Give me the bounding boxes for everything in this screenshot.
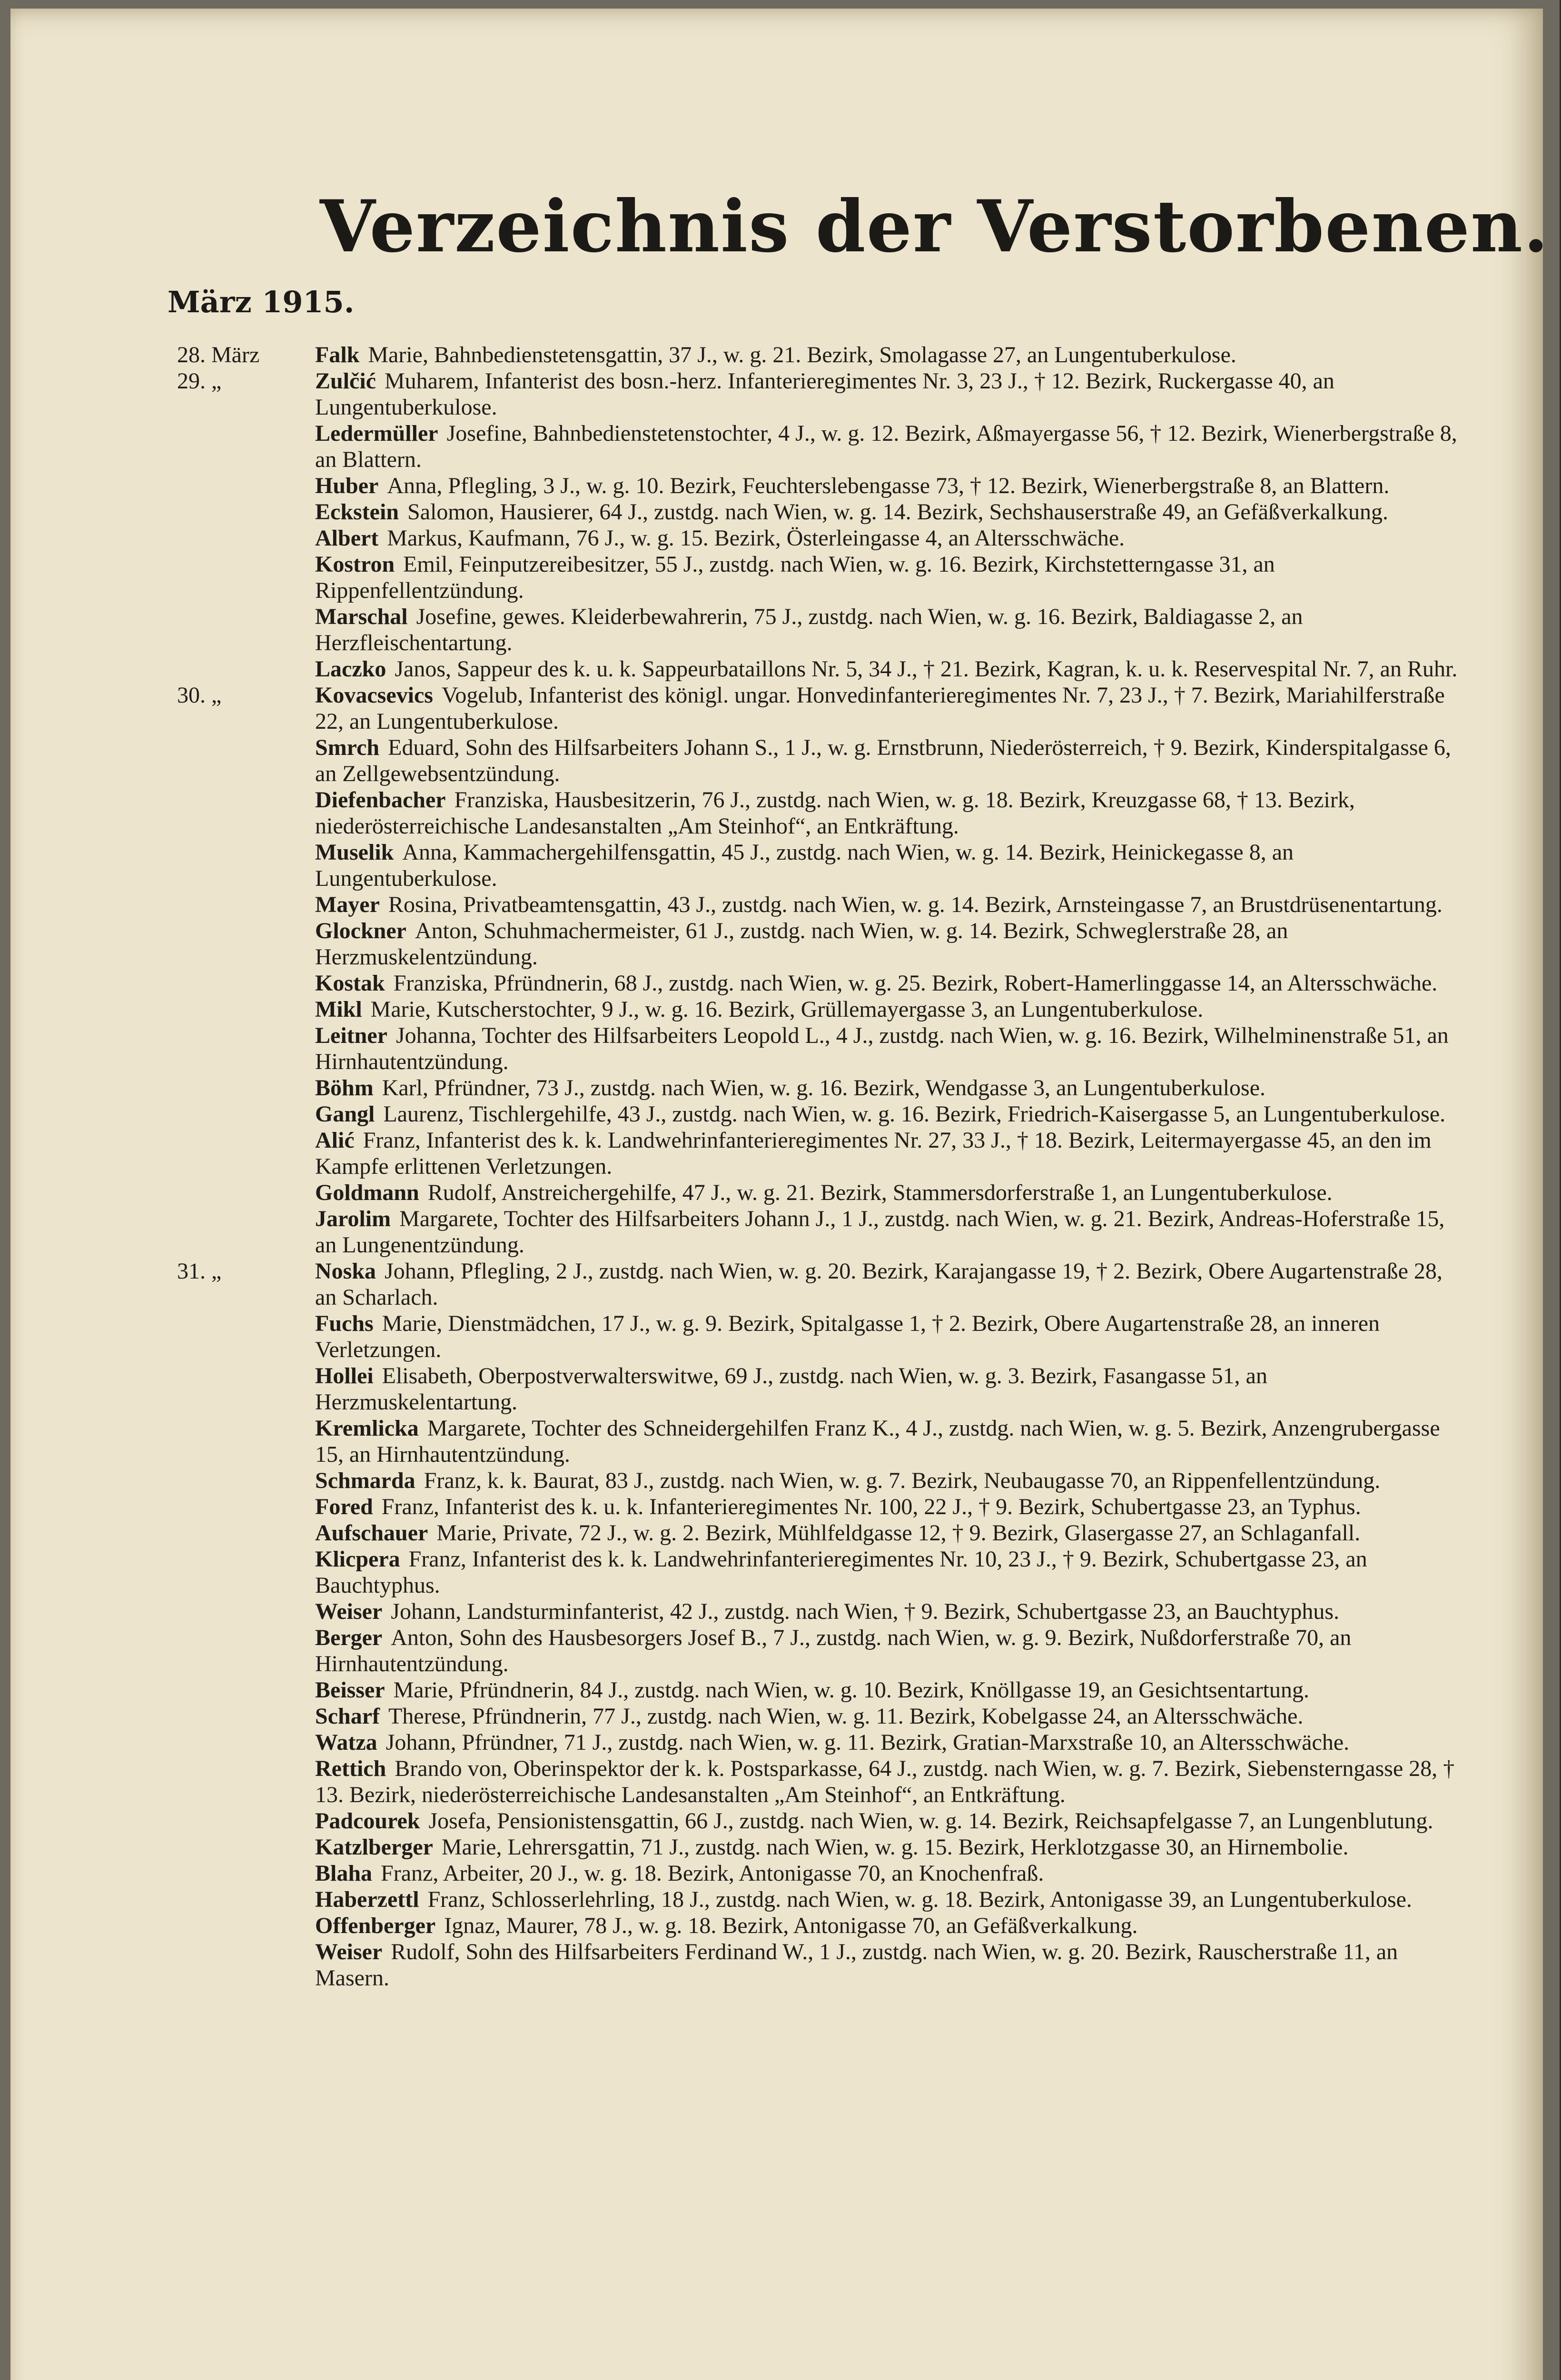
entry-surname: Kostron bbox=[315, 552, 395, 577]
entry-surname: Blaha bbox=[315, 1861, 373, 1886]
register-entry bbox=[163, 1022, 1467, 1075]
entry-surname: Diefenbacher bbox=[315, 787, 446, 813]
register-entry bbox=[163, 368, 1467, 420]
entry-surname: Leitner bbox=[315, 1023, 387, 1048]
entry-surname: Ledermüller bbox=[315, 421, 438, 446]
entry-surname: Scharf bbox=[315, 1704, 380, 1729]
register-entry bbox=[163, 1913, 1467, 1939]
entry-details: Josefine, gewes. Kleiderbewahrerin, 75 J., zustdg. nach Wien, w. g. 16. Bezirk, Baldiagasse 2, an Herzfleischentartung. bbox=[315, 604, 1303, 655]
month-heading: März 1915. bbox=[168, 285, 355, 319]
register-entry bbox=[163, 473, 1467, 499]
entry-surname: Glockner bbox=[315, 918, 406, 943]
entry-surname: Haberzettl bbox=[315, 1887, 419, 1912]
entry-details: Franz, Infanterist des k. k. Landwehrinfanterieregimentes Nr. 27, 33 J., † 18. Bezirk, Leitermayergasse 45, an den im Kampfe erlittenen Verletzungen. bbox=[315, 1128, 1432, 1179]
entry-surname: Laczko bbox=[315, 656, 386, 682]
entry-surname: Noska bbox=[315, 1259, 376, 1284]
entry-surname: Schmarda bbox=[315, 1468, 415, 1493]
register-entry bbox=[163, 1755, 1467, 1808]
entry-surname: Jarolim bbox=[315, 1206, 391, 1231]
entry-surname: Falk bbox=[315, 342, 360, 367]
entry-details: Franziska, Hausbesitzerin, 76 J., zustdg. nach Wien, w. g. 18. Bezirk, Kreuzgasse 68, † 13. Bezirk, niederösterreichische Landesanstalten „Am Steinhof“, an Entkräftung. bbox=[315, 787, 1355, 839]
entry-surname: Kovacsevics bbox=[315, 683, 433, 708]
register-entry bbox=[163, 1520, 1467, 1546]
entry-details: Therese, Pfründnerin, 77 J., zustdg. nach Wien, w. g. 11. Bezirk, Kobelgasse 24, an Altersschwäche. bbox=[388, 1704, 1304, 1729]
register-entry bbox=[163, 1625, 1467, 1677]
register-entry bbox=[163, 499, 1467, 525]
entry-details: Marie, Pfründnerin, 84 J., zustdg. nach Wien, w. g. 10. Bezirk, Knöllgasse 19, an Gesichtsentartung. bbox=[393, 1677, 1309, 1703]
entry-surname: Albert bbox=[315, 526, 379, 551]
entry-surname: Weiser bbox=[315, 1599, 383, 1624]
entry-details: Ignaz, Maurer, 78 J., w. g. 18. Bezirk, Antonigasse 70, an Gefäßverkalkung. bbox=[444, 1913, 1138, 1938]
entry-surname: Offenberger bbox=[315, 1913, 436, 1938]
register-entry bbox=[163, 996, 1467, 1022]
entry-details: Josefa, Pensionistensgattin, 66 J., zustdg. nach Wien, w. g. 14. Bezirk, Reichsapfelgasse 7, an Lungenblutung. bbox=[428, 1808, 1433, 1834]
entry-surname: Fored bbox=[315, 1494, 373, 1519]
register-entry bbox=[163, 525, 1467, 551]
entry-details: Brando von, Oberinspektor der k. k. Postsparkasse, 64 J., zustdg. nach Wien, w. g. 7. Bezirk, Siebensterngasse 28, † 13. Bezirk, niederösterreichische Landesanstalten „Am Steinhof“, an Entkräftung. bbox=[315, 1756, 1455, 1807]
entry-details: Rosina, Privatbeamtensgattin, 43 J., zustdg. nach Wien, w. g. 14. Bezirk, Arnsteingasse 7, an Brustdrüsenentartung. bbox=[388, 892, 1442, 917]
entry-details: Laurenz, Tischlergehilfe, 43 J., zustdg. nach Wien, w. g. 16. Bezirk, Friedrich-Kaisergasse 5, an Lungentuberkulose. bbox=[383, 1101, 1446, 1127]
entry-details: Elisabeth, Oberpostverwalterswitwe, 69 J., zustdg. nach Wien, w. g. 3. Bezirk, Fasangasse 51, an Herzmuskelentartung. bbox=[315, 1363, 1267, 1415]
entry-details: Salomon, Hausierer, 64 J., zustdg. nach Wien, w. g. 14. Bezirk, Sechshauserstraße 49, an Gefäßverkalkung. bbox=[407, 499, 1388, 525]
entry-details: Markus, Kaufmann, 76 J., w. g. 15. Bezirk, Österleingasse 4, an Altersschwäche. bbox=[387, 526, 1125, 551]
entry-details: Franz, Infanterist des k. u. k. Infanterieregimentes Nr. 100, 22 J., † 9. Bezirk, Schubertgasse 23, an Typhus. bbox=[381, 1494, 1361, 1519]
entry-details: Rudolf, Anstreichergehilfe, 47 J., w. g. 21. Bezirk, Stammersdorferstraße 1, an Lungentuberkulose. bbox=[427, 1180, 1333, 1205]
entry-details: Franziska, Pfründnerin, 68 J., zustdg. nach Wien, w. g. 25. Bezirk, Robert-Hamerlinggasse 14, an Altersschwäche. bbox=[393, 971, 1438, 996]
entry-surname: Böhm bbox=[315, 1075, 374, 1101]
entry-surname: Watza bbox=[315, 1730, 377, 1755]
register-entry bbox=[163, 342, 1467, 368]
entry-details: Muharem, Infanterist des bosn.-herz. Infanterieregimentes Nr. 3, 23 J., † 12. Bezirk, Ruckergasse 40, an Lungentuberkulose. bbox=[315, 368, 1334, 420]
entry-details: Emil, Feinputzereibesitzer, 55 J., zustdg. nach Wien, w. g. 16. Bezirk, Kirchstetterngasse 31, an Rippenfellentzündung. bbox=[315, 552, 1275, 603]
register-entry bbox=[163, 1546, 1467, 1598]
document-page bbox=[10, 9, 1550, 2380]
entry-details: Marie, Kutscherstochter, 9 J., w. g. 16. Bezirk, Grüllemayergasse 3, an Lungentuberkulose. bbox=[370, 997, 1204, 1022]
entry-surname: Goldmann bbox=[315, 1180, 419, 1205]
entry-surname: Kremlicka bbox=[315, 1416, 419, 1441]
entry-details: Johanna, Tochter des Hilfsarbeiters Leopold L., 4 J., zustdg. nach Wien, w. g. 16. Bezirk, Wilhelminenstraße 51, an Hirnhautentzündung. bbox=[315, 1023, 1449, 1074]
register-entry bbox=[163, 682, 1467, 734]
register-entry bbox=[163, 1703, 1467, 1729]
register-entry bbox=[163, 918, 1467, 970]
entry-surname: Aufschauer bbox=[315, 1520, 428, 1546]
entry-date: 28. März bbox=[177, 342, 260, 367]
register-entry bbox=[163, 1258, 1467, 1310]
register-entry bbox=[163, 734, 1467, 787]
register-entry bbox=[163, 1127, 1467, 1180]
entry-details: Johann, Landsturminfanterist, 42 J., zustdg. nach Wien, † 9. Bezirk, Schubertgasse 23, an Bauchtyphus. bbox=[391, 1599, 1340, 1624]
register-entry bbox=[163, 1598, 1467, 1625]
register-entry bbox=[163, 1886, 1467, 1913]
register-entry bbox=[163, 1729, 1467, 1755]
entry-details: Janos, Sappeur des k. u. k. Sappeurbataillons Nr. 5, 34 J., † 21. Bezirk, Kagran, k. u. k. Reservespital Nr. 7, an Ruhr. bbox=[395, 656, 1458, 682]
entry-details: Marie, Dienstmädchen, 17 J., w. g. 9. Bezirk, Spitalgasse 1, † 2. Bezirk, Obere Augartenstraße 28, an inneren Verletzungen. bbox=[315, 1311, 1380, 1362]
entry-surname: Kostak bbox=[315, 971, 385, 996]
register-entry bbox=[163, 1834, 1467, 1860]
entry-details: Marie, Bahnbedienstetensgattin, 37 J., w. g. 21. Bezirk, Smolagasse 27, an Lungentuberkulose. bbox=[368, 342, 1236, 367]
register-entry bbox=[163, 1415, 1467, 1468]
entry-surname: Fuchs bbox=[315, 1311, 374, 1336]
register-entry bbox=[163, 604, 1467, 656]
entry-details: Rudolf, Sohn des Hilfsarbeiters Ferdinand W., 1 J., zustdg. nach Wien, w. g. 20. Bezirk, Rauscherstraße 11, an Masern. bbox=[315, 1939, 1398, 1991]
entry-surname: Gangl bbox=[315, 1101, 375, 1127]
entry-surname: Muselik bbox=[315, 840, 394, 865]
entry-date: 30. „ bbox=[177, 683, 222, 708]
register-entry bbox=[163, 1860, 1467, 1886]
register-entry bbox=[163, 656, 1467, 682]
entry-surname: Beisser bbox=[315, 1677, 385, 1703]
entry-surname: Smrch bbox=[315, 735, 380, 760]
entry-details: Eduard, Sohn des Hilfsarbeiters Johann S., 1 J., w. g. Ernstbrunn, Niederösterreich, † 9. Bezirk, Kinderspitalgasse 6, an Zellgewebsentzündung. bbox=[315, 735, 1451, 786]
register-entry bbox=[163, 839, 1467, 892]
register-entry bbox=[163, 551, 1467, 604]
entry-details: Margarete, Tochter des Hilfsarbeiters Johann J., 1 J., zustdg. nach Wien, w. g. 21. Bezirk, Andreas-Hoferstraße 15, an Lungenentzündung. bbox=[315, 1206, 1445, 1258]
entry-details: Franz, k. k. Baurat, 83 J., zustdg. nach Wien, w. g. 7. Bezirk, Neubaugasse 70, an Rippenfellentzündung. bbox=[424, 1468, 1381, 1493]
entry-surname: Mikl bbox=[315, 997, 362, 1022]
entry-details: Margarete, Tochter des Schneidergehilfen Franz K., 4 J., zustdg. nach Wien, w. g. 5. Bezirk, Anzengrubergasse 15, an Hirnhautentzündung. bbox=[315, 1416, 1440, 1467]
entry-surname: Zulčić bbox=[315, 368, 376, 394]
register-entry bbox=[163, 1808, 1467, 1834]
register-entry bbox=[163, 420, 1467, 473]
entry-details: Franz, Arbeiter, 20 J., w. g. 18. Bezirk, Antonigasse 70, an Knochenfraß. bbox=[381, 1861, 1044, 1886]
register-entry bbox=[163, 892, 1467, 918]
register-entry bbox=[163, 1363, 1467, 1415]
death-register-list bbox=[163, 342, 1467, 1991]
register-entry bbox=[163, 970, 1467, 996]
entry-details: Vogelub, Infanterist des königl. ungar. Honvedinfanterieregimentes Nr. 7, 23 J., † 7. Bezirk, Mariahilferstraße 22, an Lungentuberkulose. bbox=[315, 683, 1445, 734]
register-entry bbox=[163, 1075, 1467, 1101]
entry-details: Karl, Pfründner, 73 J., zustdg. nach Wien, w. g. 16. Bezirk, Wendgasse 3, an Lungentuberkulose. bbox=[382, 1075, 1266, 1101]
entry-date: 29. „ bbox=[177, 368, 222, 394]
register-entry bbox=[163, 1677, 1467, 1703]
entry-surname: Hollei bbox=[315, 1363, 374, 1388]
entry-surname: Klicpera bbox=[315, 1547, 400, 1572]
page-title: Verzeichnis der Verstorbenen. bbox=[320, 185, 1550, 268]
entry-date: 31. „ bbox=[177, 1259, 222, 1284]
entry-details: Marie, Lehrersgattin, 71 J., zustdg. nach Wien, w. g. 15. Bezirk, Herklotzgasse 30, an Hirnembolie. bbox=[441, 1835, 1349, 1860]
entry-details: Franz, Infanterist des k. k. Landwehrinfanterieregimentes Nr. 10, 23 J., † 9. Bezirk, Schubertgasse 23, an Bauchtyphus. bbox=[315, 1547, 1367, 1598]
entry-surname: Marschal bbox=[315, 604, 408, 629]
entry-surname: Weiser bbox=[315, 1939, 383, 1964]
entry-details: Josefine, Bahnbedienstetenstochter, 4 J., w. g. 12. Bezirk, Aßmayergasse 56, † 12. Bezirk, Wienerbergstraße 8, an Blattern. bbox=[315, 421, 1457, 472]
entry-surname: Alić bbox=[315, 1128, 355, 1153]
register-entry bbox=[163, 787, 1467, 839]
register-entry bbox=[163, 1206, 1467, 1258]
entry-details: Johann, Pfründner, 71 J., zustdg. nach Wien, w. g. 11. Bezirk, Gratian-Marxstraße 10, an Altersschwäche. bbox=[385, 1730, 1350, 1755]
entry-details: Anton, Schuhmachermeister, 61 J., zustdg. nach Wien, w. g. 14. Bezirk, Schweglerstraße 28, an Herzmuskelentzündung. bbox=[315, 918, 1288, 970]
entry-details: Johann, Pflegling, 2 J., zustdg. nach Wien, w. g. 20. Bezirk, Karajangasse 19, † 2. Bezirk, Obere Augartenstraße 28, an Scharlach. bbox=[315, 1259, 1442, 1310]
entry-details: Marie, Private, 72 J., w. g. 2. Bezirk, Mühlfeldgasse 12, † 9. Bezirk, Glasergasse 27, an Schlaganfall. bbox=[436, 1520, 1361, 1546]
register-entry bbox=[163, 1494, 1467, 1520]
entry-details: Anton, Sohn des Hausbesorgers Josef B., 7 J., zustdg. nach Wien, w. g. 9. Bezirk, Nußdorferstraße 70, an Hirnhautentzündung. bbox=[315, 1625, 1352, 1676]
entry-details: Franz, Schlosserlehrling, 18 J., zustdg. nach Wien, w. g. 18. Bezirk, Antonigasse 39, an Lungentuberkulose. bbox=[427, 1887, 1412, 1912]
entry-details: Anna, Pflegling, 3 J., w. g. 10. Bezirk, Feuchterslebengasse 73, † 12. Bezirk, Wienerbergstraße 8, an Blattern. bbox=[387, 473, 1390, 498]
register-entry bbox=[163, 1101, 1467, 1127]
entry-surname: Huber bbox=[315, 473, 379, 498]
entry-surname: Eckstein bbox=[315, 499, 399, 525]
entry-details: Anna, Kammachergehilfensgattin, 45 J., zustdg. nach Wien, w. g. 14. Bezirk, Heinickegasse 8, an Lungentuberkulose. bbox=[315, 840, 1294, 891]
register-entry bbox=[163, 1468, 1467, 1494]
entry-surname: Padcourek bbox=[315, 1808, 420, 1834]
entry-surname: Rettich bbox=[315, 1756, 386, 1781]
register-entry bbox=[163, 1180, 1467, 1206]
register-entry bbox=[163, 1939, 1467, 1991]
entry-surname: Mayer bbox=[315, 892, 380, 917]
register-entry bbox=[163, 1310, 1467, 1363]
entry-surname: Berger bbox=[315, 1625, 383, 1650]
entry-surname: Katzlberger bbox=[315, 1835, 433, 1860]
